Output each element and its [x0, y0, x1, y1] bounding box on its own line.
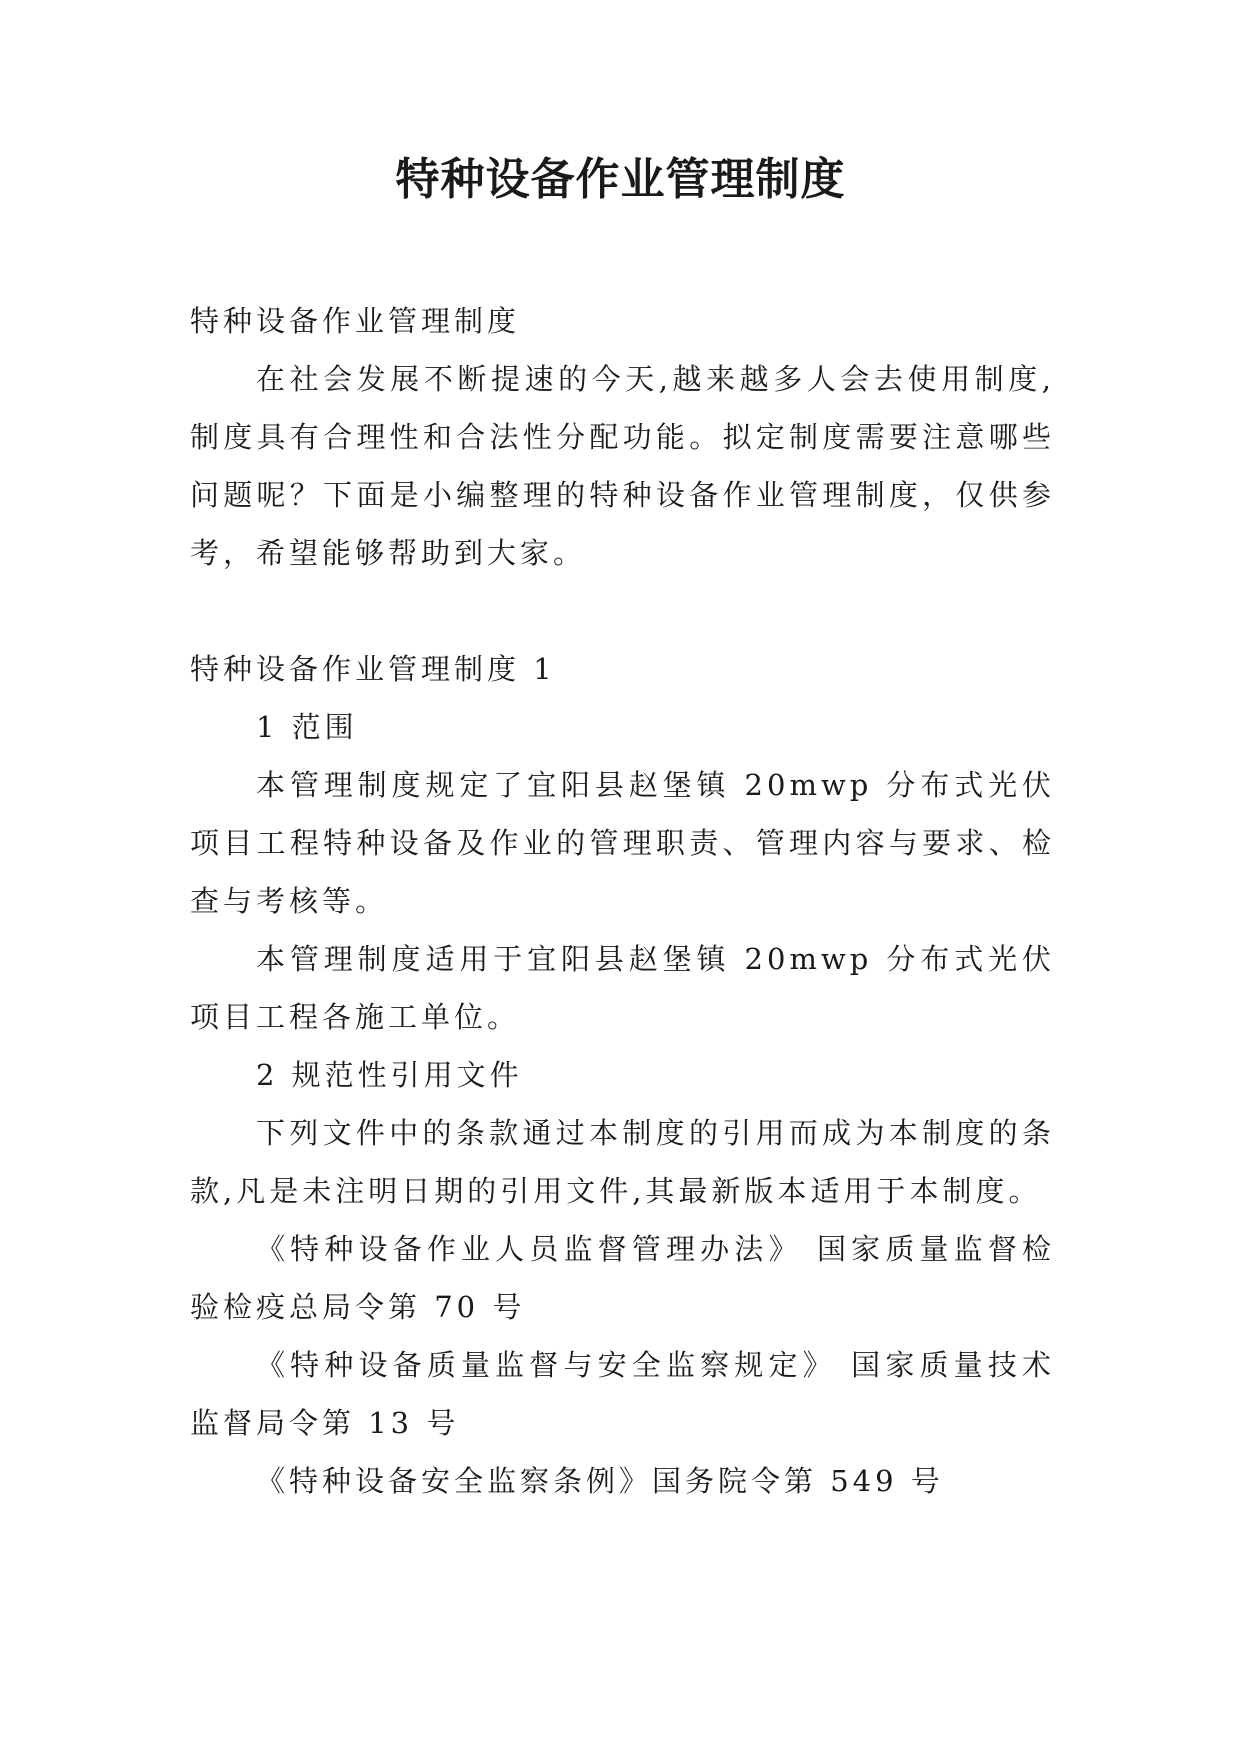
document-title: 特种设备作业管理制度 — [395, 154, 846, 205]
clause-heading: 1 范围 — [256, 710, 358, 744]
reference-item: 《特种设备安全监察条例》国务院令第 549 号 — [256, 1464, 944, 1498]
intro-paragraph: 在社会发展不断提速的今天,越来越多人会去使用制度,制度具有合理性和合法性分配功能。拟定制度需要注意哪些问题呢？下面是小编整理的特种设备作业管理制度，仅供参考，希望能够帮助到大家。 — [190, 362, 1055, 570]
body-paragraph: 本管理制度适用于宜阳县赵堡镇 20mwp 分布式光伏项目工程各施工单位。 — [190, 942, 1055, 1034]
section-heading: 特种设备作业管理制度 — [190, 304, 521, 338]
body-paragraph: 本管理制度规定了宜阳县赵堡镇 20mwp 分布式光伏项目工程特种设备及作业的管理职责、管理内容与要求、检查与考核等。 — [190, 768, 1055, 918]
clause-heading: 2 规范性引用文件 — [256, 1058, 523, 1092]
body-paragraph: 下列文件中的条款通过本制度的引用而成为本制度的条款,凡是未注明日期的引用文件,其最新版本适用于本制度。 — [190, 1116, 1055, 1208]
section-heading: 特种设备作业管理制度 1 — [190, 652, 556, 686]
reference-item: 《特种设备质量监督与安全监察规定》 国家质量技术监督局令第 13 号 — [190, 1348, 1055, 1440]
reference-item: 《特种设备作业人员监督管理办法》 国家质量监督检验检疫总局令第 70 号 — [190, 1232, 1055, 1324]
document-body — [190, 292, 1055, 1510]
